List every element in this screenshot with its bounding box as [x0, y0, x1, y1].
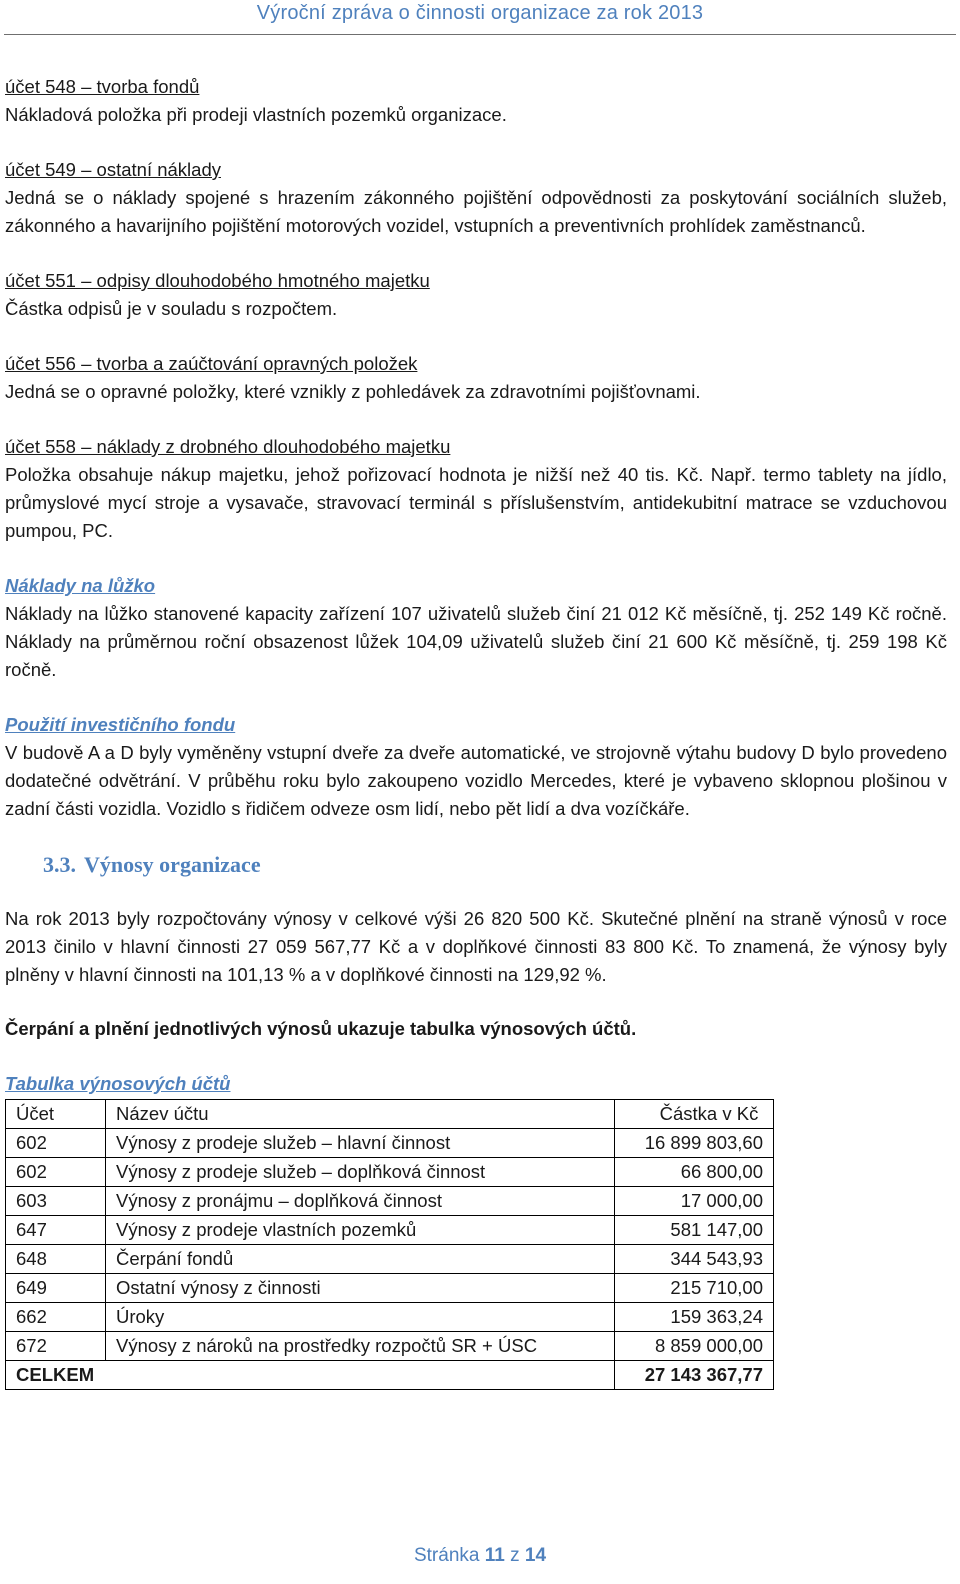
- cell-account: 662: [6, 1303, 106, 1332]
- cell-account: 649: [6, 1274, 106, 1303]
- cell-account: 603: [6, 1187, 106, 1216]
- header-amount: Částka v Kč: [615, 1100, 774, 1129]
- chapter-number: 3.3.: [43, 852, 76, 877]
- chapter-title: Výnosy organizace: [84, 852, 261, 877]
- page-footer: [0, 1545, 960, 1567]
- cell-name: Výnosy z nároků na prostředky rozpočtů SR + ÚSC: [106, 1332, 615, 1361]
- cell-name: Úroky: [106, 1303, 615, 1332]
- footer-prefix: Stránka: [413, 1545, 480, 1566]
- table-caption: Tabulka výnosových účtů: [5, 1073, 231, 1094]
- account-item: [5, 267, 947, 323]
- account-heading: účet 556 – tvorba a zaúčtování opravných položek: [5, 353, 418, 374]
- cell-name: Ostatní výnosy z činnosti: [106, 1274, 615, 1303]
- cell-amount: 66 800,00: [615, 1158, 774, 1187]
- cell-name: Výnosy z prodeje služeb – hlavní činnost: [106, 1129, 615, 1158]
- bed-costs-title: Náklady na lůžko: [5, 575, 156, 596]
- account-description: Nákladová položka při prodeji vlastních pozemků organizace.: [5, 104, 507, 125]
- table-row: [6, 1129, 774, 1158]
- cell-account: 602: [6, 1129, 106, 1158]
- account-item: [5, 73, 947, 129]
- investment-fund-section: [5, 711, 947, 823]
- investment-fund-text: V budově A a D byly vyměněny vstupní dveře za dveře automatické, ve strojovně výtahu budovy D bylo provedeno dodatečné odvětrání. V průběhu roku bylo zakoupeno vozidlo Mercedes, které je vybaveno sklopnou plošinou v zadní části vozidla. Vozidlo s řidičem odveze osm lidí, nebo pět lidí a dva vozíčkáře.: [5, 742, 947, 819]
- cell-amount: 8 859 000,00: [615, 1332, 774, 1361]
- footer-separator: z: [510, 1545, 520, 1566]
- cell-amount: 16 899 803,60: [615, 1129, 774, 1158]
- account-item: [5, 350, 947, 406]
- cell-name: Výnosy z prodeje vlastních pozemků: [106, 1216, 615, 1245]
- header-account: Účet: [6, 1100, 106, 1129]
- account-description: Položka obsahuje nákup majetku, jehož pořizovací hodnota je nižší než 40 tis. Kč. Např. termo tablety na jídlo, průmyslové mycí stroje a vysavače, stravovací terminál s příslušenstvím, antidekubitní matrace se vzduchovou pumpou, PC.: [5, 464, 947, 541]
- table-row: [6, 1332, 774, 1361]
- bed-costs-section: [5, 572, 947, 684]
- table-row: [6, 1245, 774, 1274]
- chapter-heading: [43, 850, 947, 880]
- account-description: Částka odpisů je v souladu s rozpočtem.: [5, 298, 338, 319]
- running-header: Výroční zpráva o činnosti organizace za rok 2013: [256, 2, 704, 24]
- account-heading: účet 548 – tvorba fondů: [5, 76, 200, 97]
- account-description: Jedná se o náklady spojené s hrazením zákonného pojištění odpovědnosti za poskytování sociálních služeb, zákonného a havarijního pojištění motorových vozidel, vstupních a preventivních prohlídek zaměstnanců.: [5, 187, 947, 236]
- cell-account: 602: [6, 1158, 106, 1187]
- account-heading: účet 549 – ostatní náklady: [5, 159, 221, 180]
- table-total-row: [6, 1361, 774, 1390]
- cell-account: 648: [6, 1245, 106, 1274]
- table-row: [6, 1187, 774, 1216]
- table-row: [6, 1303, 774, 1332]
- table-row: [6, 1274, 774, 1303]
- revenue-table: [5, 1099, 774, 1390]
- cell-name: Čerpání fondů: [106, 1245, 615, 1274]
- cell-amount: 17 000,00: [615, 1187, 774, 1216]
- footer-page-number: 11: [484, 1545, 505, 1566]
- investment-fund-title: Použití investičního fondu: [5, 714, 236, 735]
- cell-amount: 344 543,93: [615, 1245, 774, 1274]
- account-item: [5, 156, 947, 240]
- table-row: [6, 1158, 774, 1187]
- cell-account: 647: [6, 1216, 106, 1245]
- header-name: Název účtu: [106, 1100, 615, 1129]
- cell-account: 672: [6, 1332, 106, 1361]
- table-row: [6, 1216, 774, 1245]
- cell-name: Výnosy z pronájmu – doplňková činnost: [106, 1187, 615, 1216]
- account-description: Jedná se o opravné položky, které vznikly z pohledávek za zdravotními pojišťovnami.: [5, 381, 701, 402]
- document-body: [5, 73, 947, 1390]
- cell-name: Výnosy z prodeje služeb – doplňková činnost: [106, 1158, 615, 1187]
- total-amount: 27 143 367,77: [615, 1361, 774, 1390]
- bed-costs-text: Náklady na lůžko stanovené kapacity zařízení 107 uživatelů služeb činí 21 012 Kč měsíčně, tj. 252 149 Kč ročně. Náklady na průměrnou roční obsazenost lůžek 104,09 uživatelů služeb činí 21 600 Kč měsíčně, tj. 259 198 Kč ročně.: [5, 603, 947, 680]
- account-heading: účet 551 – odpisy dlouhodobého hmotného majetku: [5, 270, 430, 291]
- total-label: CELKEM: [6, 1361, 615, 1390]
- table-intro: Čerpání a plnění jednotlivých výnosů ukazuje tabulka výnosových účtů.: [5, 1018, 637, 1039]
- footer-page-total: 14: [524, 1545, 547, 1566]
- revenue-summary: Na rok 2013 byly rozpočtovány výnosy v celkové výši 26 820 500 Kč. Skutečné plnění na straně výnosů v roce 2013 činilo v hlavní činnosti 27 059 567,77 Kč a v doplňkové činnosti 83 800 Kč. To znamená, že výnosy byly plněny v hlavní činnosti na 101,13 % a v doplňkové činnosti na 129,92 %.: [5, 908, 947, 985]
- table-header-row: [6, 1100, 774, 1129]
- cell-amount: 215 710,00: [615, 1274, 774, 1303]
- account-item: [5, 433, 947, 545]
- account-heading: účet 558 – náklady z drobného dlouhodobého majetku: [5, 436, 451, 457]
- cell-amount: 159 363,24: [615, 1303, 774, 1332]
- header-rule: [4, 34, 956, 35]
- cell-amount: 581 147,00: [615, 1216, 774, 1245]
